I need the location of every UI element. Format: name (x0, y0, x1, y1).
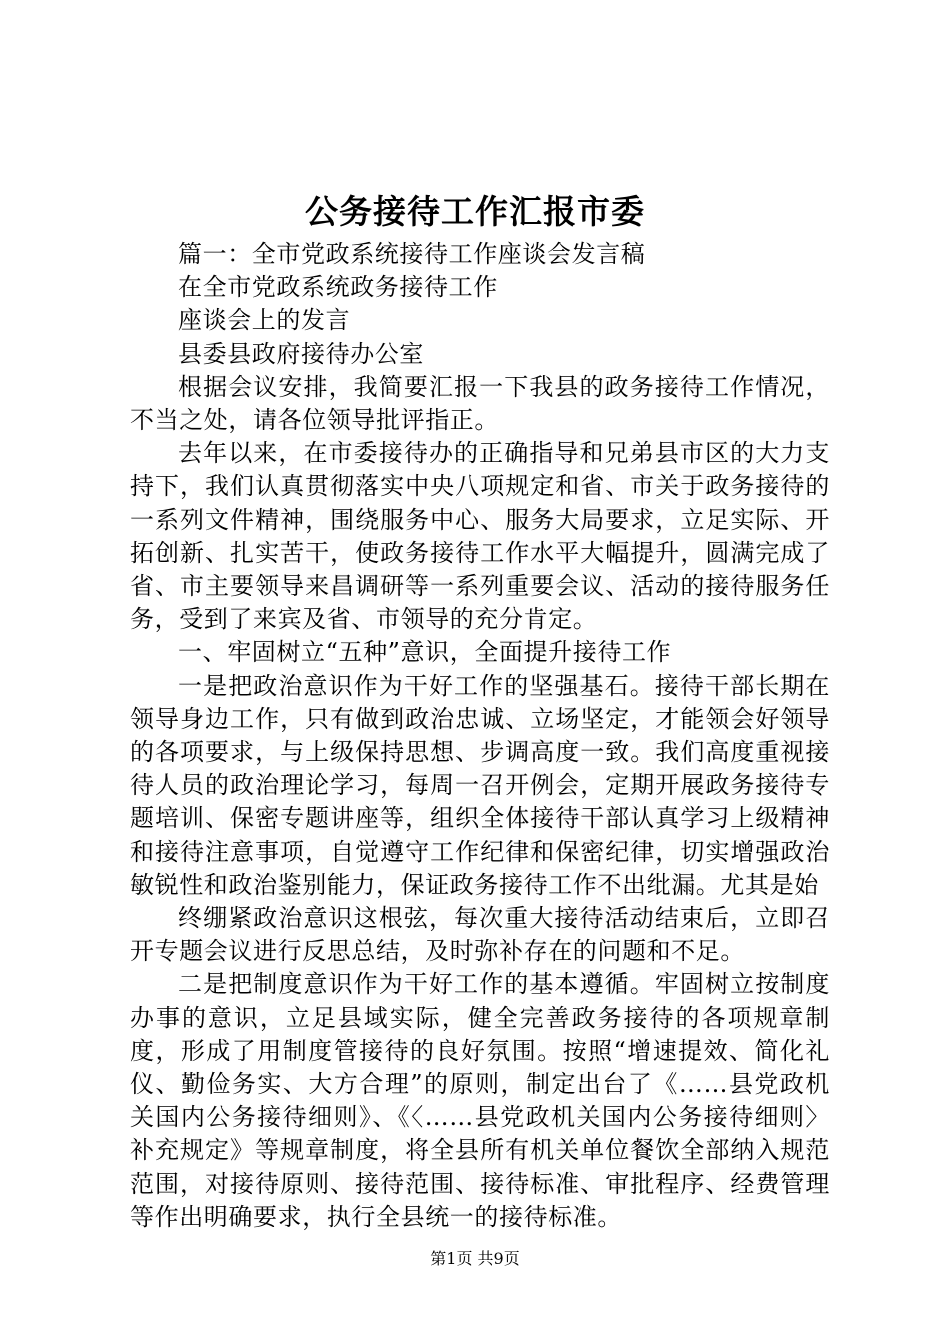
paragraph-intro: 根据会议安排，我简要汇报一下我县的政务接待工作情况，不当之处，请各位领导批评指正。 (130, 372, 830, 435)
paragraph-overview: 去年以来，在市委接待办的正确指导和兄弟县市区的大力支持下，我们认真贯彻落实中央八项规定和省、市关于政务接待的一系列文件精神，围绕服务中心、服务大局要求，立足实际、开拓创新、扎实苦干，使政务接待工作水平大幅提升，圆满完成了省、市主要领导来昌调研等一系列重要会议、活动的接待服务任务，受到了来宾及省、市领导的充分肯定。 (130, 439, 830, 634)
paragraph-author: 县委县政府接待办公室 (178, 339, 424, 368)
paragraph-subtitle-2: 座谈会上的发言 (178, 306, 351, 335)
paragraph-continuation: 终绷紧政治意识这根弦，每次重大接待活动结束后，立即召开专题会议进行反思总结，及时弥补存在的问题和不足。 (130, 904, 830, 966)
paragraph-section-heading: 一、牢固树立“五种”意识，全面提升接待工作 (178, 638, 672, 667)
document-body (130, 238, 830, 1234)
paragraph-system-awareness: 二是把制度意识作为干好工作的基本遵循。牢固树立按制度办事的意识，立足县域实际，健全完善政务接待的各项规章制度，形成了用制度管接待的良好氛围。按照“增速提效、简化礼仪、勤俭务实、大方合理”的原则，制定出台了《……县党政机关国内公务接待细则》、《〈……县党政机关国内公务接待细则〉补充规定》等规章制度，将全县所有机关单位餐饮全部纳入规范范围，对接待原则、接待范围、接待标准、审批程序、经费管理等作出明确要求，执行全县统一的接待标准。 (130, 970, 830, 1231)
paragraph-subtitle-1: 在全市党政系统政务接待工作 (178, 273, 498, 302)
paragraph-heading-1: 篇一：全市党政系统接待工作座谈会发言稿 (178, 240, 646, 268)
page-footer: 第1页 共9页 (430, 1249, 520, 1268)
paragraph-political-awareness: 一是把政治意识作为干好工作的坚强基石。接待干部长期在领导身边工作，只有做到政治忠诚、立场坚定，才能领会好领导的各项要求，与上级保持思想、步调高度一致。我们高度重视接待人员的政治理论学习，每周一召开例会，定期开展政务接待专题培训、保密专题讲座等，组织全体接待干部认真学习上级精神和接待注意事项，自觉遵守工作纪律和保密纪律，切实增强政治敏锐性和政治鉴别能力，保证政务接待工作不出纰漏。尤其是始 (130, 671, 830, 899)
document-title: 公务接待工作汇报市委 (305, 192, 645, 231)
